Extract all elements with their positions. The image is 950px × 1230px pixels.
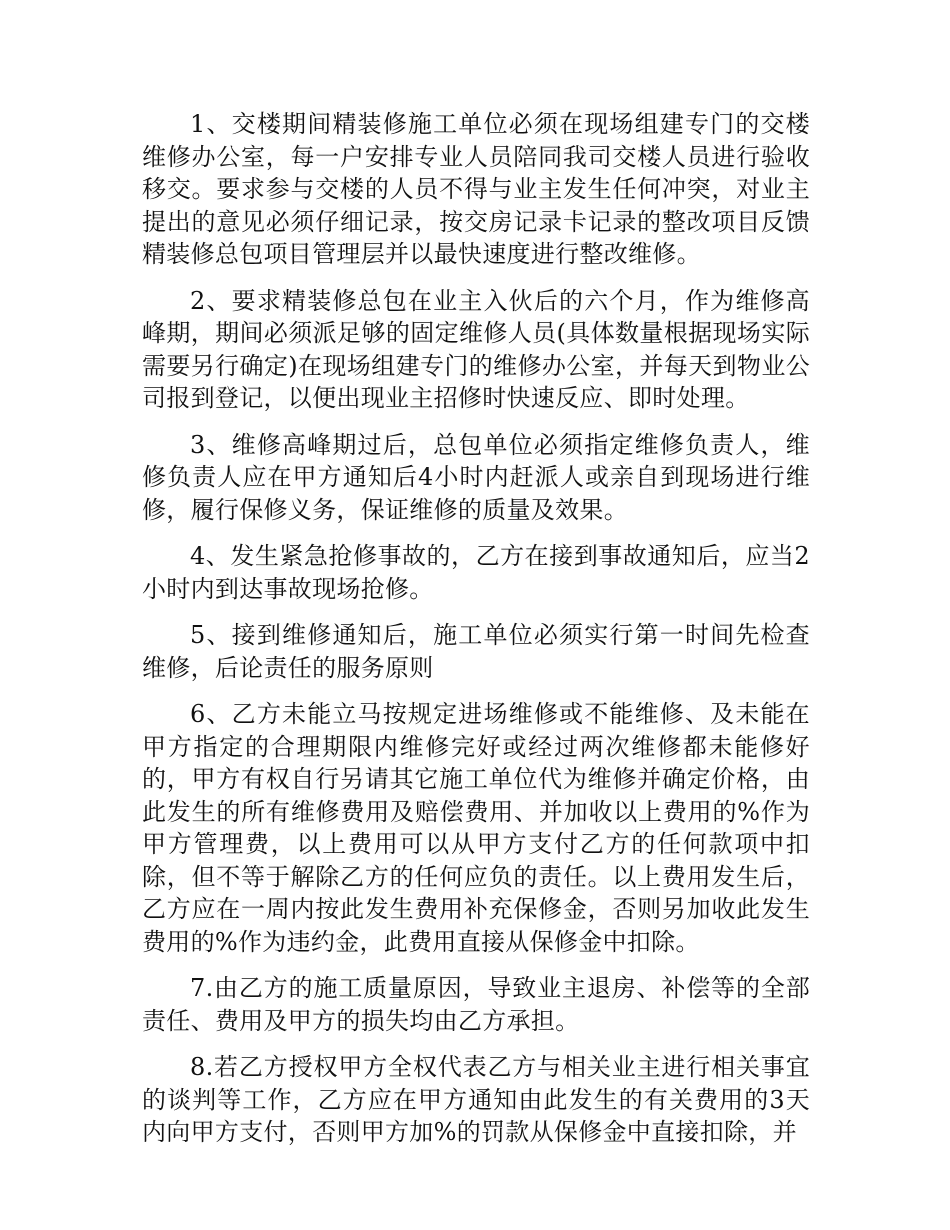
paragraph-5: 5、接到维修通知后，施工单位必须实行第一时间先检查维修，后论责任的服务原则 [142,621,810,682]
paragraph-4: 4、发生紧急抢修事故的，乙方在接到事故通知后，应当2小时内到达事故现场抢修。 [142,542,810,603]
paragraph-3: 3、维修高峰期过后，总包单位必须指定维修负责人，维修负责人应在甲方通知后4小时内赶派人或亲自到现场进行维修，履行保修义务，保证维修的质量及效果。 [142,430,810,524]
paragraph-7: 7.由乙方的施工质量原因，导致业主退房、补偿等的全部责任、费用及甲方的损失均由乙方承担。 [142,974,810,1035]
paragraph-1: 1、交楼期间精装修施工单位必须在现场组建专门的交楼维修办公室，每一户安排专业人员陪同我司交楼人员进行验收移交。要求参与交楼的人员不得与业主发生任何冲突，对业主提出的意见必须仔细记录，按交房记录卡记录的整改项目反馈精装修总包项目管理层并以最快速度进行整改维修。 [142,110,810,268]
paragraph-8: 8.若乙方授权甲方全权代表乙方与相关业主进行相关事宜的谈判等工作，乙方应在甲方通知由此发生的有关费用的3天内向甲方支付，否则甲方加%的罚款从保修金中直接扣除，并 [142,1053,810,1146]
paragraph-2: 2、要求精装修总包在业主入伙后的六个月，作为维修高峰期，期间必须派足够的固定维修人员(具体数量根据现场实际需要另行确定)在现场组建专门的维修办公室，并每天到物业公司报到登记，以便出现业主招修时快速反应、即时处理。 [142,286,810,412]
paragraph-6: 6、乙方未能立马按规定进场维修或不能维修、及未能在甲方指定的合理期限内维修完好或经过两次维修都未能修好的，甲方有权自行另请其它施工单位代为维修并确定价格，由此发生的所有维修费用及赔偿费用、并加收以上费用的%作为甲方管理费，以上费用可以从甲方支付乙方的任何款项中扣除，但不等于解除乙方的任何应负的责任。以上费用发生后，乙方应在一周内按此发生费用补充保修金，否则另加收此发生费用的%作为违约金，此费用直接从保修金中扣除。 [142,700,810,956]
